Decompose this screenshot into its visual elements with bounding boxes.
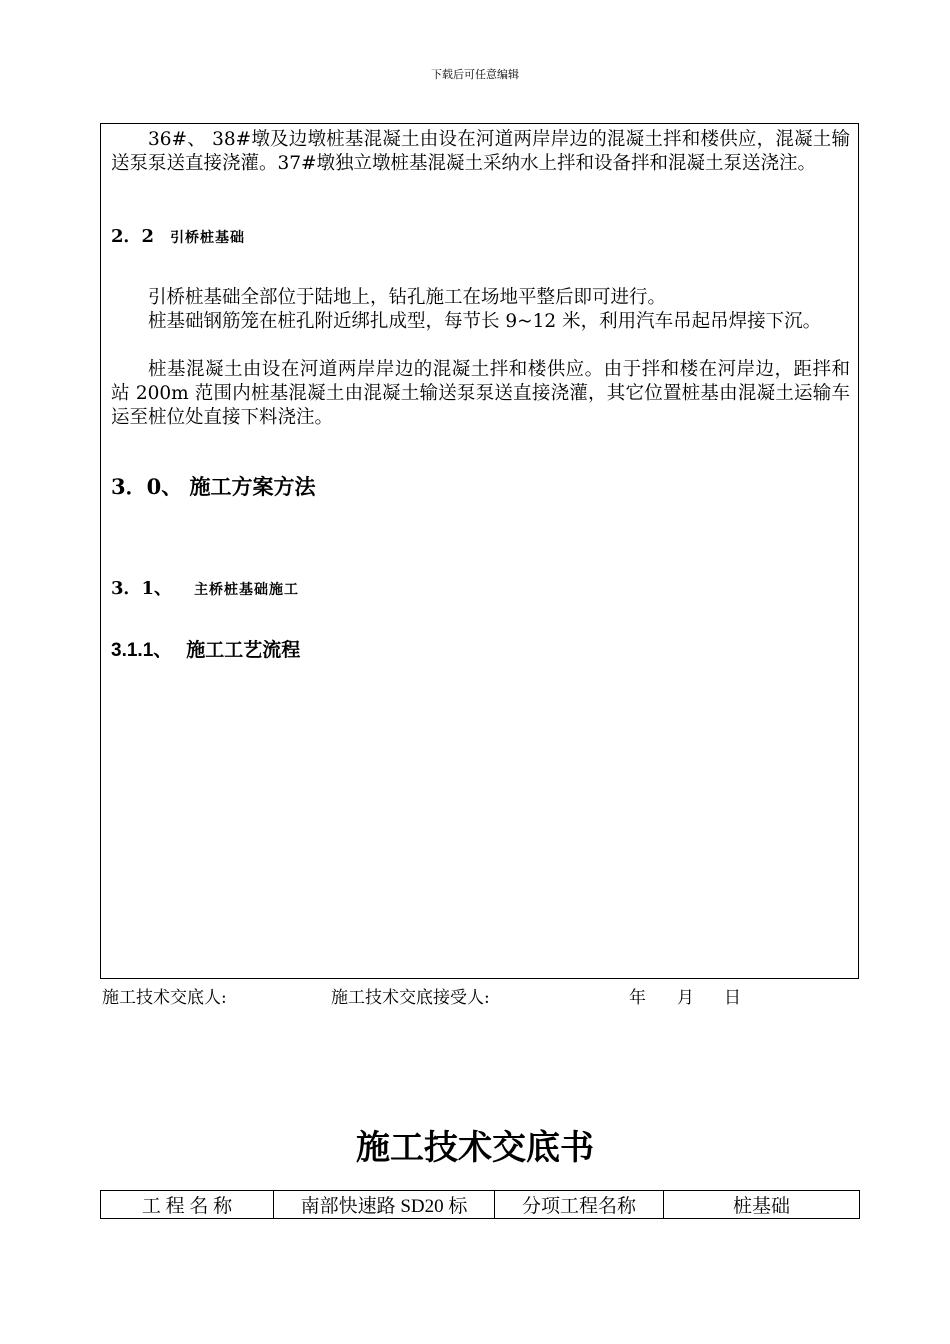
heading-title: 主桥桩基础施工: [194, 582, 300, 598]
signature-receiver: 施工技术交底接受人:: [331, 988, 490, 1008]
heading-title: 施工工艺流程: [186, 639, 301, 661]
header-note: 下载后可任意编辑: [431, 68, 519, 81]
heading-3-1: [111, 574, 299, 600]
paragraph-approach-location: 引桥桩基础全部位于陆地上，钻孔施工在场地平整后即可进行。: [148, 287, 667, 308]
signature-giver: 施工技术交底人:: [102, 988, 227, 1008]
paragraph-rebar-cage: 桩基础钢筋笼在桩孔附近绑扎成型，每节长 9~12 米，利用汽车吊起吊焊接下沉。: [148, 311, 822, 332]
heading-number: 3.1.1、: [111, 640, 173, 661]
project-name-value: 南部快速路 SD20 标: [274, 1191, 495, 1219]
project-info-table: [100, 1190, 860, 1219]
content-box: [100, 123, 859, 979]
subproject-name-label: 分项工程名称: [495, 1191, 664, 1219]
heading-2-2: [111, 222, 245, 248]
heading-number: 2．2: [111, 226, 155, 247]
project-name-label: 工 程 名 称: [101, 1191, 274, 1219]
heading-3-1-1: [111, 635, 300, 662]
paragraph-approach-concrete: 桩基混凝土由设在河道两岸岸边的混凝土拌和楼供应。由于拌和楼在河岸边，距拌和站 200m 范围内桩基混凝土由混凝土输送泵泵送直接浇灌，其它位置桩基由混凝土运输车运至桩位处直接下料浇注。: [111, 359, 850, 428]
date-day: 日: [724, 988, 741, 1008]
paragraph-pier-concrete: 36#、 38#墩及边墩桩基混凝土由设在河道两岸岸边的混凝土拌和楼供应，混凝土输送泵泵送直接浇灌。37#墩独立墩桩基混凝土采纳水上拌和设备拌和混凝土泵送浇注。: [111, 129, 850, 174]
date-month: 月: [677, 988, 694, 1008]
date-year: 年: [629, 988, 646, 1008]
table-row: [101, 1191, 860, 1219]
heading-3-0: 3．0、 施工方案方法: [111, 474, 316, 499]
heading-number: 3．1、: [111, 578, 173, 599]
heading-title: 引桥桩基础: [170, 230, 246, 246]
document-title: 施工技术交底书: [356, 1128, 594, 1168]
subproject-name-value: 桩基础: [664, 1191, 860, 1219]
